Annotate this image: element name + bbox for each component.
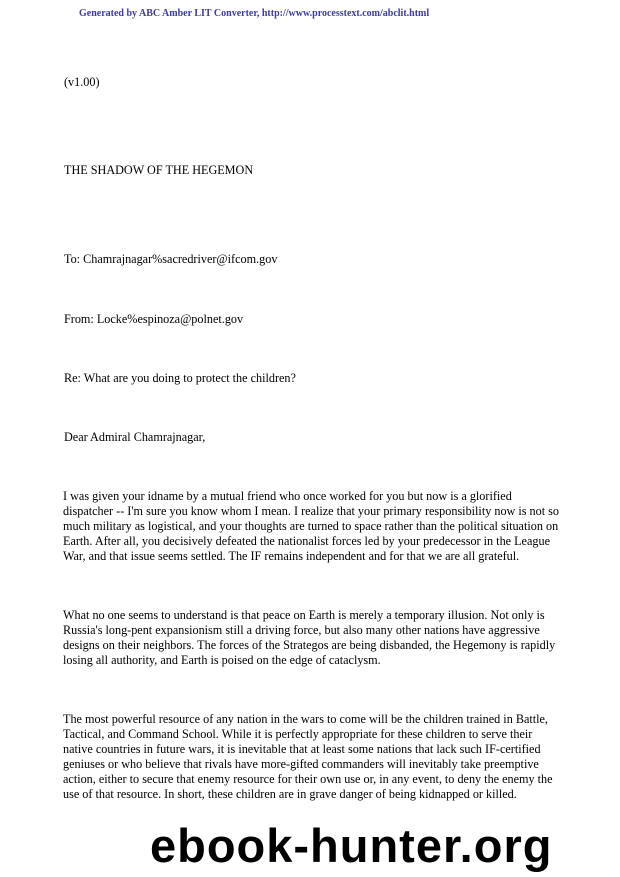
salutation: Dear Admiral Chamrajnagar, bbox=[64, 430, 206, 444]
paragraph-3: The most powerful resource of any nation in the wars to come will be the children trained in Battle, Tactical, and Command School. While it is perfectly appropriate for these children to serve their native countries in future wars, it is inevitable that at least some nations that lack such IF-certified geniuses or who believe that rivals have more-gifted commanders will inevitably take preemptive action, either to secure that enemy resource for their own use or, in any event, to deny the enemy the use of that resource. In short, these children are in grave danger of being kidnapped or killed. bbox=[63, 712, 553, 801]
email-subject-line: Re: What are you doing to protect the children? bbox=[64, 371, 296, 385]
version-label: (v1.00) bbox=[64, 75, 100, 89]
paragraph-2: What no one seems to understand is that peace on Earth is merely a temporary illusion. Not only is Russia's long-pent expansionism still a driving force, but also many other nations have aggressive designs on their neighbors. The forces of the Strategos are being disbanded, the Hegemony is rapidly losing all authority, and Earth is poised on the edge of cataclysm. bbox=[63, 608, 556, 667]
email-from-line: From: Locke%espinoza@polnet.gov bbox=[64, 312, 244, 326]
watermark: ebook-hunter.org bbox=[150, 819, 553, 872]
converter-header-link[interactable]: Generated by ABC Amber LIT Converter, http://www.processtext.com/abclit.html bbox=[79, 8, 430, 19]
email-to-line: To: Chamrajnagar%sacredriver@ifcom.gov bbox=[64, 252, 278, 266]
book-title: THE SHADOW OF THE HEGEMON bbox=[64, 163, 254, 177]
paragraph-1: I was given your idname by a mutual friend who once worked for you but now is a glorified dispatcher -- I'm sure you know whom I mean. I realize that your primary responsibility now is not so much military as logistical, and your thoughts are turned to space rather than the political situation on Earth. After all, you decisively defeated the nationalist forces led by your predecessor in the League War, and that issue seems settled. The IF remains independent and for that we are all grateful. bbox=[63, 489, 560, 563]
